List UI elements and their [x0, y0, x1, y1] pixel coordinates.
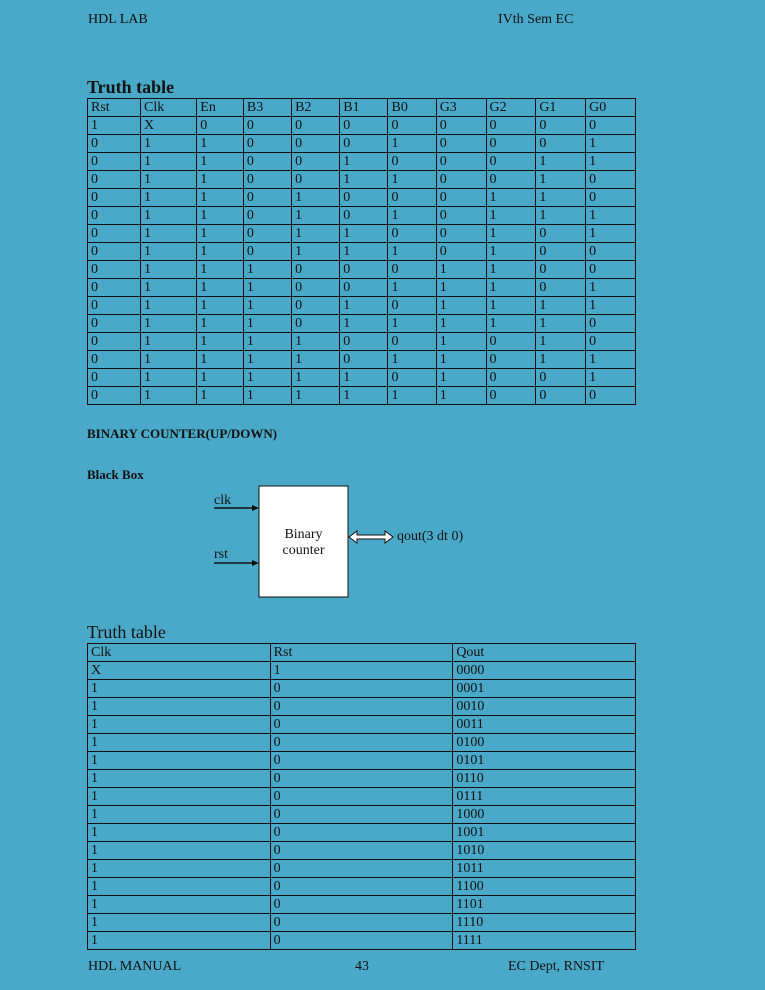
- table-cell: B2: [292, 99, 340, 117]
- table-cell: 1: [586, 153, 636, 171]
- table-cell: 1: [292, 351, 340, 369]
- table-row: [88, 662, 636, 680]
- table-cell: 1: [141, 333, 197, 351]
- table-cell: 1: [88, 770, 271, 788]
- table-row: [88, 932, 636, 950]
- table-cell: 0111: [453, 788, 636, 806]
- table-cell: 1: [586, 297, 636, 315]
- table-cell: G3: [436, 99, 486, 117]
- table-cell: 0: [586, 315, 636, 333]
- table-cell: 1: [292, 369, 340, 387]
- table-row: [88, 680, 636, 698]
- table-cell: 1: [88, 878, 271, 896]
- table-cell: 0: [88, 297, 141, 315]
- gray-code-truth-table: [87, 98, 636, 405]
- table-cell: 0: [270, 698, 453, 716]
- table-cell: 0: [243, 117, 291, 135]
- table-cell: 0: [436, 117, 486, 135]
- table-cell: 1: [340, 225, 388, 243]
- table-row: [88, 770, 636, 788]
- table-cell: 1: [536, 207, 586, 225]
- counter-heading: BINARY COUNTER(UP/DOWN): [87, 426, 278, 441]
- table-cell: 0: [586, 171, 636, 189]
- table-cell: 0: [388, 369, 436, 387]
- table-cell: 0: [436, 225, 486, 243]
- table-cell: 1: [536, 351, 586, 369]
- table-cell: 0: [88, 135, 141, 153]
- table-cell: 0: [292, 153, 340, 171]
- table-cell: 1: [197, 387, 244, 405]
- table-cell: 1: [436, 333, 486, 351]
- table-cell: 1: [141, 315, 197, 333]
- table-cell: 1: [536, 315, 586, 333]
- table-cell: 0: [243, 135, 291, 153]
- table-cell: 1: [88, 896, 271, 914]
- table-cell: 1: [88, 752, 271, 770]
- table-cell: 1: [486, 189, 536, 207]
- table-cell: B1: [340, 99, 388, 117]
- table-cell: 1: [243, 279, 291, 297]
- table-cell: 1000: [453, 806, 636, 824]
- table-row: [88, 734, 636, 752]
- table-cell: 1: [388, 315, 436, 333]
- table-cell: 0: [270, 842, 453, 860]
- table-cell: 0: [340, 351, 388, 369]
- block-label-line2: counter: [282, 543, 325, 558]
- clk-arrow: [214, 505, 259, 511]
- table-cell: 0: [243, 171, 291, 189]
- table-cell: 0: [536, 279, 586, 297]
- table-cell: 0: [586, 189, 636, 207]
- table-cell: X: [141, 117, 197, 135]
- table-cell: 0: [586, 387, 636, 405]
- table-cell: 0: [586, 261, 636, 279]
- table-cell: 0: [388, 261, 436, 279]
- table-cell: B3: [243, 99, 291, 117]
- table-cell: 0101: [453, 752, 636, 770]
- table-cell: 0: [388, 153, 436, 171]
- table-cell: 1: [197, 261, 244, 279]
- table-row: [88, 171, 636, 189]
- table-cell: 0: [88, 207, 141, 225]
- table-cell: 1: [243, 333, 291, 351]
- footer-right: EC Dept, RNSIT: [508, 959, 605, 974]
- table-cell: 1: [141, 135, 197, 153]
- table-cell: 1: [486, 207, 536, 225]
- table-cell: 0: [388, 333, 436, 351]
- table-cell: 1: [197, 189, 244, 207]
- table-cell: 1: [197, 171, 244, 189]
- table-cell: 1: [388, 351, 436, 369]
- table-cell: 1: [340, 315, 388, 333]
- table-cell: 1: [536, 333, 586, 351]
- table-row: [88, 135, 636, 153]
- table-cell: 1: [586, 135, 636, 153]
- table-cell: 0: [88, 153, 141, 171]
- table-cell: 1: [292, 243, 340, 261]
- table-cell: 1: [536, 189, 586, 207]
- table-cell: 0: [340, 135, 388, 153]
- table-cell: 1: [586, 207, 636, 225]
- table-cell: 1101: [453, 896, 636, 914]
- table-cell: 1: [88, 716, 271, 734]
- table-cell: 0: [486, 333, 536, 351]
- table-cell: 0: [270, 932, 453, 950]
- table-cell: 1: [141, 351, 197, 369]
- rst-label: rst: [214, 547, 228, 562]
- table-cell: Qout: [453, 644, 636, 662]
- table-cell: 0: [486, 135, 536, 153]
- table-row: [88, 225, 636, 243]
- table-cell: 1: [197, 297, 244, 315]
- table-cell: 1: [141, 279, 197, 297]
- table-cell: 1: [436, 297, 486, 315]
- table-row: [88, 333, 636, 351]
- table-row: [88, 387, 636, 405]
- table-cell: 0: [88, 225, 141, 243]
- table-cell: 0: [340, 207, 388, 225]
- table-cell: 1: [88, 788, 271, 806]
- table-row: [88, 189, 636, 207]
- table-cell: 1: [340, 171, 388, 189]
- table-row: [88, 842, 636, 860]
- table-cell: 1: [88, 698, 271, 716]
- table-row: [88, 860, 636, 878]
- table-cell: 0: [292, 297, 340, 315]
- table-cell: 0: [536, 243, 586, 261]
- table-cell: 0100: [453, 734, 636, 752]
- table-cell: 0: [88, 279, 141, 297]
- table-cell: 0: [486, 117, 536, 135]
- table-cell: 1: [88, 824, 271, 842]
- table-cell: 1: [141, 171, 197, 189]
- table-cell: 1001: [453, 824, 636, 842]
- table-cell: 0: [340, 117, 388, 135]
- table-cell: 1: [340, 369, 388, 387]
- table-cell: 1: [197, 243, 244, 261]
- table-row: [88, 788, 636, 806]
- table-cell: 1: [388, 171, 436, 189]
- table-cell: 1: [88, 914, 271, 932]
- table-cell: 0: [536, 387, 586, 405]
- table-row: [88, 243, 636, 261]
- table-cell: 0: [88, 261, 141, 279]
- table-cell: 1: [88, 734, 271, 752]
- table-cell: 1: [141, 387, 197, 405]
- table-cell: 0: [340, 333, 388, 351]
- table-row: [88, 207, 636, 225]
- table-cell: 1: [88, 117, 141, 135]
- table-cell: 0: [88, 333, 141, 351]
- table-cell: 0: [388, 189, 436, 207]
- table-cell: 1: [197, 135, 244, 153]
- table-cell: 1: [197, 225, 244, 243]
- footer-left: HDL MANUAL: [88, 959, 182, 974]
- table-cell: 1: [243, 297, 291, 315]
- table-cell: 1: [88, 860, 271, 878]
- table-cell: 0: [388, 297, 436, 315]
- table-cell: 1: [436, 279, 486, 297]
- counter-table-title: Truth table: [87, 622, 166, 642]
- table-cell: 0: [88, 315, 141, 333]
- table-cell: 0: [486, 369, 536, 387]
- table-cell: 0: [292, 171, 340, 189]
- block-label-line1: Binary: [284, 527, 323, 542]
- table-cell: 0: [340, 279, 388, 297]
- table-cell: 0: [586, 333, 636, 351]
- table-cell: 1: [292, 333, 340, 351]
- table-cell: 1: [292, 189, 340, 207]
- table-row: [88, 698, 636, 716]
- table-cell: 0: [243, 153, 291, 171]
- table-cell: G2: [486, 99, 536, 117]
- table-cell: 1: [197, 351, 244, 369]
- table-cell: 1: [141, 207, 197, 225]
- table-cell: 1: [141, 369, 197, 387]
- gray-table-title: Truth table: [87, 77, 175, 97]
- table-cell: 1: [243, 351, 291, 369]
- table-cell: 1: [270, 662, 453, 680]
- table-cell: X: [88, 662, 271, 680]
- table-cell: 1: [197, 279, 244, 297]
- table-cell: 0: [292, 135, 340, 153]
- table-cell: 0: [270, 770, 453, 788]
- table-row: [88, 153, 636, 171]
- table-row: [88, 896, 636, 914]
- table-row: [88, 351, 636, 369]
- table-cell: 1: [536, 153, 586, 171]
- table-cell: 1: [586, 279, 636, 297]
- table-cell: 1: [292, 387, 340, 405]
- table-cell: 0010: [453, 698, 636, 716]
- table-cell: 1: [586, 225, 636, 243]
- table-cell: 1: [197, 207, 244, 225]
- table-cell: 0: [292, 279, 340, 297]
- table-cell: 0: [270, 860, 453, 878]
- table-cell: 0: [340, 189, 388, 207]
- table-cell: 1: [141, 153, 197, 171]
- table-cell: 1: [388, 279, 436, 297]
- table-cell: 1: [340, 297, 388, 315]
- table-cell: 1: [243, 315, 291, 333]
- black-box-heading: Black Box: [87, 467, 144, 482]
- table-cell: 1: [486, 279, 536, 297]
- table-cell: 0: [536, 369, 586, 387]
- table-cell: 0: [486, 351, 536, 369]
- table-cell: 0: [436, 207, 486, 225]
- table-cell: 1: [141, 297, 197, 315]
- table-header-row: [88, 99, 636, 117]
- table-header-row: [88, 644, 636, 662]
- table-cell: 1011: [453, 860, 636, 878]
- rst-arrow: [214, 560, 259, 566]
- table-row: [88, 752, 636, 770]
- table-cell: 1: [88, 806, 271, 824]
- table-cell: 1: [436, 351, 486, 369]
- table-row: [88, 806, 636, 824]
- table-cell: 1: [388, 243, 436, 261]
- table-cell: 1: [388, 135, 436, 153]
- table-cell: 0: [243, 189, 291, 207]
- table-cell: 1: [340, 153, 388, 171]
- table-cell: 0: [243, 225, 291, 243]
- table-cell: 0: [270, 824, 453, 842]
- table-cell: Rst: [88, 99, 141, 117]
- table-cell: 0: [536, 117, 586, 135]
- table-cell: 0: [388, 225, 436, 243]
- table-cell: 1: [486, 261, 536, 279]
- table-cell: 0: [536, 261, 586, 279]
- table-cell: 1: [243, 387, 291, 405]
- table-cell: 1010: [453, 842, 636, 860]
- table-cell: 1: [586, 351, 636, 369]
- table-cell: 1: [243, 369, 291, 387]
- table-cell: 1: [436, 315, 486, 333]
- table-cell: 0: [270, 752, 453, 770]
- table-cell: 1: [486, 297, 536, 315]
- table-cell: 0: [388, 117, 436, 135]
- table-cell: 0: [270, 680, 453, 698]
- table-row: [88, 914, 636, 932]
- table-cell: 1: [141, 189, 197, 207]
- table-cell: 0001: [453, 680, 636, 698]
- table-row: [88, 878, 636, 896]
- table-cell: G0: [586, 99, 636, 117]
- table-cell: 1: [536, 171, 586, 189]
- table-cell: 1: [486, 243, 536, 261]
- table-cell: Clk: [141, 99, 197, 117]
- table-cell: 1: [88, 932, 271, 950]
- table-cell: 0: [436, 171, 486, 189]
- table-row: [88, 297, 636, 315]
- table-cell: 1: [88, 842, 271, 860]
- table-row: [88, 261, 636, 279]
- table-cell: 0: [270, 788, 453, 806]
- table-cell: 1: [486, 225, 536, 243]
- table-cell: 1: [292, 225, 340, 243]
- table-cell: 1: [197, 369, 244, 387]
- table-cell: 0110: [453, 770, 636, 788]
- table-cell: 0: [436, 243, 486, 261]
- table-cell: 0: [243, 243, 291, 261]
- table-row: [88, 279, 636, 297]
- table-row: [88, 117, 636, 135]
- binary-counter-truth-table: [87, 643, 636, 950]
- table-cell: 1: [340, 387, 388, 405]
- table-cell: 1: [88, 680, 271, 698]
- header-left: HDL LAB: [88, 12, 148, 27]
- table-cell: 1: [292, 207, 340, 225]
- table-cell: 1100: [453, 878, 636, 896]
- table-cell: 0: [292, 315, 340, 333]
- table-row: [88, 315, 636, 333]
- page-number: 43: [355, 959, 369, 974]
- table-cell: 0: [292, 261, 340, 279]
- table-cell: 0: [88, 171, 141, 189]
- table-cell: 1: [197, 315, 244, 333]
- table-cell: 0: [292, 117, 340, 135]
- table-row: [88, 716, 636, 734]
- table-cell: 1: [340, 243, 388, 261]
- table-cell: 1: [141, 243, 197, 261]
- header-right: IVth Sem EC: [498, 12, 574, 27]
- table-cell: 0: [270, 878, 453, 896]
- table-cell: 0: [88, 369, 141, 387]
- table-row: [88, 369, 636, 387]
- table-cell: 1: [436, 369, 486, 387]
- table-cell: 0: [270, 734, 453, 752]
- table-cell: 0: [486, 153, 536, 171]
- table-cell: 0: [586, 243, 636, 261]
- table-cell: Clk: [88, 644, 271, 662]
- output-label: qout(3 dt 0): [397, 529, 464, 544]
- table-cell: 1: [436, 387, 486, 405]
- table-cell: 0: [270, 716, 453, 734]
- table-row: [88, 824, 636, 842]
- table-cell: 0: [486, 387, 536, 405]
- table-cell: 1: [197, 153, 244, 171]
- table-cell: 0: [197, 117, 244, 135]
- table-cell: 1: [536, 297, 586, 315]
- table-cell: 1111: [453, 932, 636, 950]
- table-cell: 0000: [453, 662, 636, 680]
- table-cell: 1110: [453, 914, 636, 932]
- table-cell: 0: [436, 135, 486, 153]
- table-cell: 1: [197, 333, 244, 351]
- table-cell: 1: [436, 261, 486, 279]
- table-cell: 0: [536, 225, 586, 243]
- table-cell: 1: [243, 261, 291, 279]
- table-cell: B0: [388, 99, 436, 117]
- table-cell: 1: [586, 369, 636, 387]
- table-cell: 0: [270, 896, 453, 914]
- table-cell: 1: [141, 261, 197, 279]
- table-cell: En: [197, 99, 244, 117]
- table-cell: 0: [88, 351, 141, 369]
- clk-label: clk: [214, 493, 232, 508]
- bidirectional-arrow: [349, 531, 393, 543]
- table-cell: 0: [486, 171, 536, 189]
- block-label: [259, 527, 348, 559]
- table-cell: 0: [436, 189, 486, 207]
- table-cell: 0: [436, 153, 486, 171]
- table-cell: 0: [88, 189, 141, 207]
- table-cell: 1: [388, 387, 436, 405]
- table-cell: 0: [270, 806, 453, 824]
- table-cell: 1: [388, 207, 436, 225]
- table-cell: 0: [270, 914, 453, 932]
- table-cell: 0: [88, 387, 141, 405]
- table-cell: Rst: [270, 644, 453, 662]
- table-cell: 1: [486, 315, 536, 333]
- table-cell: 0: [243, 207, 291, 225]
- table-cell: 0: [88, 243, 141, 261]
- table-cell: G1: [536, 99, 586, 117]
- table-cell: 1: [141, 225, 197, 243]
- table-cell: 0: [340, 261, 388, 279]
- table-cell: 0: [586, 117, 636, 135]
- table-cell: 0: [536, 135, 586, 153]
- table-cell: 0011: [453, 716, 636, 734]
